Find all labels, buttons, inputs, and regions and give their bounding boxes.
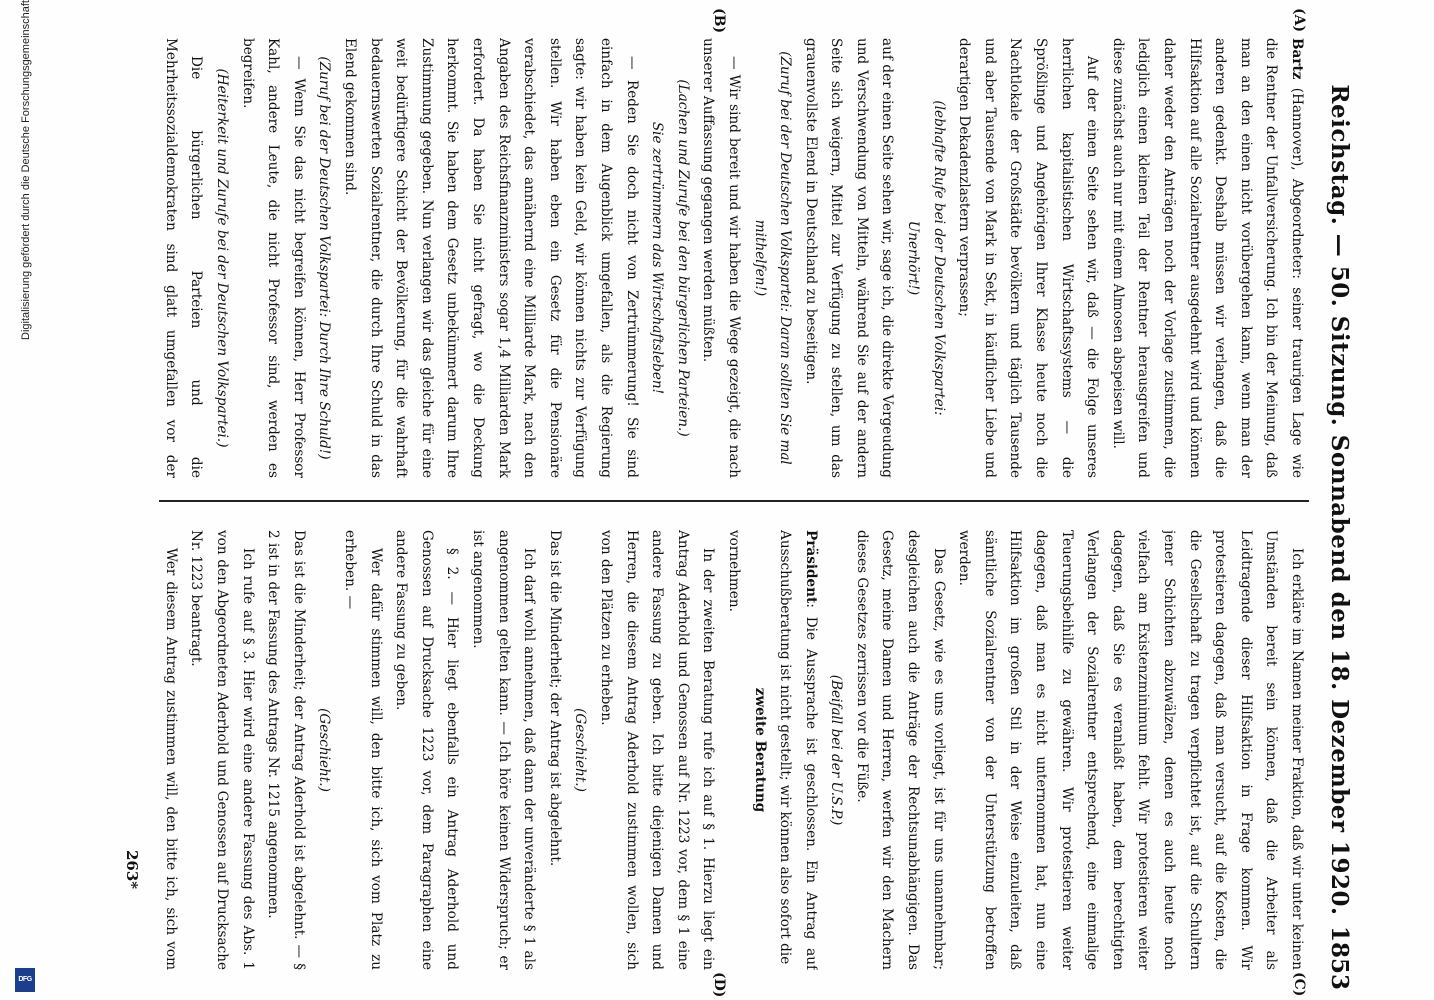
paragraph-text: Ich rufe auf § 3. Hier wird eine andere Fassung des Abs. 1 von den Abgeordneten Aderhold und Genossen auf Drucksache Nr. 1223 beantragt. — [188, 530, 256, 970]
page-number: 1853 — [1326, 925, 1353, 990]
paragraph-text: zweite Beratung — [751, 687, 768, 813]
paragraph-text: Wer dafür stimmen will, den bitte ich, sich vom Platz zu erheben. — — [342, 530, 384, 970]
paragraph — [951, 38, 1105, 478]
left-text-column — [159, 38, 1309, 478]
paragraph-text: Ich erkläre im Namen meiner Fraktion, daß wir unter keinen Umständen bereit sein können, daß die Arbeiter als Leidtragende dieser Hilfsaktion in Frage kommen. Wir protestieren dagegen, daß man versucht, auf die Kosten, die die Gesellschaft zu tragen verpflichtet ist, auf die Schultern jener Schichten abzuwälzen, denen es auch heute noch vielfach am Existenzminimum fehlt. Wir protestieren weiter dagegen, daß Sie es veranlaßt haben, dem berechtigten Verlangen der Sozialrentner entsprechend, eine einmalige Teuerungsbeihilfe zu gewähren. Wir protestieren weiter dagegen, daß man es nicht unternommen hat, nun eine Hilfsaktion im großen Stil in der Weise einzuleiten, daß sämtliche Sozialrentner von der Unterstützung betroffen werden. — [956, 530, 1305, 970]
paragraph-text: Das Gesetz, wie es uns vorliegt, ist für uns unannehmbar; desgleichen auch die Anträge der Rechtsunabhängigen. Das Gesetz, meine Damen und Herren, werfen wir den Machern dieses Gesetzes zerrissen vor die Füße. — [853, 530, 947, 970]
rotated-page-content — [67, 0, 1367, 1000]
paragraph — [208, 38, 234, 478]
paragraph — [772, 530, 823, 970]
digitization-footer — [4, 0, 48, 1000]
paragraph — [592, 530, 720, 970]
speaker-name: Bartz — [1289, 38, 1305, 80]
paragraph-text: (Zuruf bei der Deutschen Volkspartei: Daran sollten Sie mal mithelfen!) — [751, 51, 794, 465]
paragraph-text: (Heiterkeit und Zurufe bei der Deutschen Volkspartei.) — [214, 68, 231, 448]
paragraph — [311, 38, 337, 478]
speaker-name: Präsident — [802, 530, 819, 604]
margin-marker-b: (B) — [711, 8, 727, 34]
paragraph-text: (Geschieht.) — [316, 708, 333, 792]
margin-marker-d: (D) — [711, 972, 727, 998]
paragraph — [797, 38, 899, 478]
header-title: Reichstag. — 50. Sitzung. Sonnabend den 18. Dezember 1920. — [1326, 84, 1353, 916]
paragraph-text: § 2. — Hier liegt ebenfalls ein Antrag Aderhold und Genossen auf Drucksache 1223 vor, dem Paragraphen eine andere Fassung zu geben. — [393, 530, 461, 970]
paragraph-text: Wer diesem Antrag zustimmen will, den bitte ich, sich vom — [162, 548, 179, 970]
paragraph — [695, 38, 746, 478]
paragraph-text: : Die Aussprache ist geschlossen. Ein Antrag auf Ausschußberatung ist nicht gestellt; wir können also sofort die — [777, 530, 819, 970]
paragraph-text: — Wir sind bereit und wir haben die Wege gezeigt, die nach unserer Auffassung gegangen werden müßten. — [700, 38, 742, 478]
dfg-logo: DFG — [15, 968, 35, 992]
paragraph — [1104, 38, 1309, 478]
paragraph — [336, 530, 387, 970]
paragraph-text: Das ist die Minderheit; der Antrag Aderhold ist abgelehnt. — § 2 ist in der Fassung des Antrags Nr. 1215 angenommen. — [265, 530, 307, 970]
paragraph-text: (Beifall bei der U.S.P.) — [828, 674, 845, 826]
paragraph-text: Das ist die Minderheit; der Antrag ist abgelehnt. — [546, 530, 563, 867]
margin-marker-c: (C) — [1291, 972, 1307, 997]
paragraph — [925, 38, 951, 478]
paragraph — [567, 530, 593, 970]
paragraph — [183, 530, 260, 970]
paragraph-text: vornehmen. — [725, 530, 742, 612]
paragraph — [644, 38, 670, 478]
paragraph — [746, 530, 772, 970]
paragraph — [848, 530, 950, 970]
paragraph-text: In der zweiten Beratung rufe ich auf § 1. Hierzu liegt ein Antrag Aderhold und Genossen auf Nr. 1223 vor, dem § 1 eine andere Fassung zu geben. Ich bitte diejenigen Damen und Herren, die diesem Antrag Aderhold zustimmen wollen, sich von den Plätzen zu erheben. — [597, 530, 717, 970]
paragraph-text: Sie zertrümmern das Wirtschaftsleben! — [649, 121, 666, 395]
digitization-credit: Digitalisierung gefördert durch die Deutsche Forschungsgemeinschaft — [20, 0, 32, 340]
margin-marker-a: (A) — [1291, 8, 1307, 33]
paragraph-text: (Zuruf bei der Deutschen Volkspartei: Durch Ihre Schuld!) — [316, 56, 333, 460]
paragraph — [951, 530, 1309, 970]
paragraph — [464, 530, 541, 970]
paragraph — [541, 530, 567, 970]
paragraph-text: Die bürgerlichen Parteien und die Mehrheitssozialdemokraten sind glatt umgefallen vor der — [162, 38, 205, 478]
paragraph — [159, 530, 183, 970]
paragraph — [823, 530, 849, 970]
paragraph — [669, 38, 695, 478]
paragraph-text: Auf der einen Seite sehen wir, daß — die Folge unseres herrlichen kapitalistischen Wirtschaftssystems — die Sprößlinge und Angehörigen Ihrer Klasse heute noch die Nachtlokale der Großstädte bevölkern und täglich Tausende und aber Tausende von Mark in Sekt, in käuflicher Liebe und derartigen Dekadenzlastern verprassen; — [956, 38, 1101, 478]
paragraph — [388, 530, 465, 970]
paragraph-text: Unerhört!) — [905, 220, 922, 296]
column-divider — [159, 500, 1309, 502]
page-signature: 263* — [123, 850, 141, 890]
paragraph-text: (Geschieht.) — [572, 708, 589, 792]
paragraph — [336, 38, 643, 478]
paragraph — [746, 38, 797, 478]
paragraph-text: auf der einen Seite sehen wir, sage ich, die direkte Vergeudung und Verschwendung von Mitteln, während Sie auf der andern Seite sich weigern, Mittel zur Verfügung zu stellen, um das grauenvollste Elend in Deutschland zu beseitigen. — [802, 38, 896, 478]
paragraph — [260, 530, 311, 970]
paragraph — [159, 38, 208, 478]
paragraph — [311, 530, 337, 970]
paragraph-text: Ich darf wohl annehmen, daß dann der unveränderte § 1 als angenommen gelten kann. — Ich höre keinen Widerspruch; er ist angenommen. — [470, 530, 538, 970]
paragraph-text: (Hannover), Abgeordneter: seiner traurigen Lage wie die Rentner der Unfallversicherung. Ich bin der Meinung, daß man an den einen nicht vorübergehen kann, wenn man der anderen gedenkt. Deshalb müssen wir verlangen, daß die Hilfsaktion auf alle Sozialrentner ausgedehnt wird und können daher weder den Anträgen noch der Vorlage zustimmen, die lediglich einen kleinen Teil der Rentner herausgreifen und diese zunächst auch nur mit einem Almosen abspeisen will. — [1109, 38, 1305, 478]
running-header — [1317, 0, 1361, 1000]
paragraph — [900, 38, 926, 478]
paragraph — [234, 38, 311, 478]
paragraph — [720, 530, 746, 970]
paragraph-text: — Wenn Sie das nicht begreifen können, Herr Professor Kahl, andere Leute, die nicht Professor sind, werden es begreifen. — [239, 38, 307, 478]
paragraph-text: (Lachen und Zurufe bei den bürgerlichen Parteien.) — [674, 79, 691, 437]
right-text-column — [159, 530, 1309, 970]
paragraph-text: (lebhafte Rufe bei der Deutschen Volkspartei: — [930, 100, 947, 416]
paragraph-text: — Reden Sie doch nicht von Zertrümmerung! Sie sind einfach in dem Augenblick umgefallen, als die Regierung sagte: wir haben kein Geld, wir können nichts zur Verfügung stellen. Wir haben eben ein Gesetz für die Pensionäre verabschiedet, das annähernd eine Milliarde Mark, nach den Angaben des Reichsfinanzministers sogar 1,4 Milliarden Mark erfordert. Da haben Sie nicht gefragt, wo die Deckung herkommt. Sie haben dem Gesetz unbekümmert darum Ihre Zustimmung gegeben. Nun verlangen wir das gleiche für eine weit bedürftigere Schicht der Bevölkerung, für die wahrhaft bedauernswerten Sozialrentner, die durch Ihre Schuld in das Elend gekommen sind. — [342, 38, 640, 478]
